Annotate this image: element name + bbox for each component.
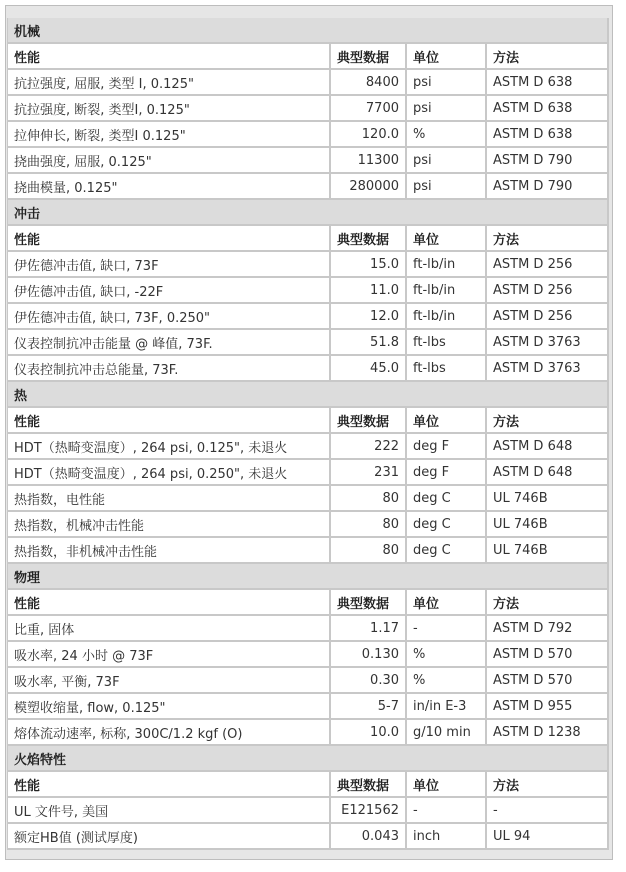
unit-cell: deg C — [407, 486, 487, 512]
table-row — [7, 252, 609, 278]
method-cell: ASTM D 638 — [487, 70, 609, 96]
table-row — [7, 174, 609, 200]
value-cell: 222 — [331, 434, 407, 460]
table-row — [7, 330, 609, 356]
property-cell: 热指数，电性能 — [7, 486, 331, 512]
method-cell: UL 746B — [487, 512, 609, 538]
property-cell: 吸水率, 24 小时 @ 73F — [7, 642, 331, 668]
header-typical-value: 典型数据 — [331, 772, 407, 798]
column-header-row — [7, 590, 609, 616]
value-cell: 80 — [331, 512, 407, 538]
value-cell: 0.130 — [331, 642, 407, 668]
table-row — [7, 538, 609, 564]
method-cell: ASTM D 790 — [487, 148, 609, 174]
unit-cell: deg C — [407, 512, 487, 538]
table-row — [7, 486, 609, 512]
table-row — [7, 278, 609, 304]
unit-cell: inch — [407, 824, 487, 850]
unit-cell: % — [407, 642, 487, 668]
method-cell: ASTM D 3763 — [487, 356, 609, 382]
method-cell: ASTM D 790 — [487, 174, 609, 200]
column-header-row — [7, 772, 609, 798]
header-method: 方法 — [487, 772, 609, 798]
unit-cell: % — [407, 668, 487, 694]
value-cell: 7700 — [331, 96, 407, 122]
value-cell: 10.0 — [331, 720, 407, 746]
table-row — [7, 70, 609, 96]
property-cell: HDT（热畸变温度）, 264 psi, 0.125", 未退火 — [7, 434, 331, 460]
method-cell: ASTM D 648 — [487, 434, 609, 460]
value-cell: E121562 — [331, 798, 407, 824]
section-header-row — [7, 564, 609, 590]
table-row — [7, 668, 609, 694]
method-cell: ASTM D 256 — [487, 278, 609, 304]
table-row — [7, 694, 609, 720]
method-cell: UL 746B — [487, 486, 609, 512]
method-cell: ASTM D 570 — [487, 668, 609, 694]
value-cell: 80 — [331, 538, 407, 564]
method-cell: UL 94 — [487, 824, 609, 850]
unit-cell: ft-lb/in — [407, 278, 487, 304]
method-cell: ASTM D 638 — [487, 122, 609, 148]
section-title: 机械 — [7, 18, 609, 44]
method-cell: ASTM D 648 — [487, 460, 609, 486]
value-cell: 5-7 — [331, 694, 407, 720]
unit-cell: % — [407, 122, 487, 148]
table-row — [7, 122, 609, 148]
method-cell: UL 746B — [487, 538, 609, 564]
value-cell: 45.0 — [331, 356, 407, 382]
unit-cell: - — [407, 798, 487, 824]
header-method: 方法 — [487, 44, 609, 70]
header-unit: 单位 — [407, 44, 487, 70]
unit-cell: deg C — [407, 538, 487, 564]
header-unit: 单位 — [407, 226, 487, 252]
table-row — [7, 356, 609, 382]
property-cell: 伊佐德冲击值, 缺口, 73F, 0.250" — [7, 304, 331, 330]
value-cell: 15.0 — [331, 252, 407, 278]
unit-cell: ft-lb/in — [407, 304, 487, 330]
property-cell: 仪表控制抗冲击总能量, 73F. — [7, 356, 331, 382]
section-title: 热 — [7, 382, 609, 408]
property-cell: 热指数，非机械冲击性能 — [7, 538, 331, 564]
header-method: 方法 — [487, 408, 609, 434]
header-typical-value: 典型数据 — [331, 226, 407, 252]
property-cell: UL 文件号, 美国 — [7, 798, 331, 824]
header-unit: 单位 — [407, 408, 487, 434]
header-property: 性能 — [7, 226, 331, 252]
unit-cell: psi — [407, 148, 487, 174]
value-cell: 0.043 — [331, 824, 407, 850]
unit-cell: ft-lbs — [407, 356, 487, 382]
table-row — [7, 642, 609, 668]
property-cell: 仪表控制抗冲击能量 @ 峰值, 73F. — [7, 330, 331, 356]
method-cell: ASTM D 256 — [487, 252, 609, 278]
table-row — [7, 304, 609, 330]
section-header-row — [7, 200, 609, 226]
value-cell: 231 — [331, 460, 407, 486]
header-typical-value: 典型数据 — [331, 590, 407, 616]
property-table — [7, 18, 609, 850]
property-cell: 模塑收缩量, flow, 0.125" — [7, 694, 331, 720]
property-cell: HDT（热畸变温度）, 264 psi, 0.250", 未退火 — [7, 460, 331, 486]
method-cell: ASTM D 1238 — [487, 720, 609, 746]
table-row — [7, 616, 609, 642]
value-cell: 0.30 — [331, 668, 407, 694]
column-header-row — [7, 226, 609, 252]
table-row — [7, 148, 609, 174]
value-cell: 280000 — [331, 174, 407, 200]
method-cell: ASTM D 3763 — [487, 330, 609, 356]
unit-cell: psi — [407, 70, 487, 96]
value-cell: 1.17 — [331, 616, 407, 642]
property-cell: 热指数，机械冲击性能 — [7, 512, 331, 538]
header-method: 方法 — [487, 590, 609, 616]
value-cell: 11300 — [331, 148, 407, 174]
header-property: 性能 — [7, 408, 331, 434]
unit-cell: psi — [407, 174, 487, 200]
unit-cell: ft-lbs — [407, 330, 487, 356]
value-cell: 8400 — [331, 70, 407, 96]
property-cell: 抗拉强度, 屈服, 类型 I, 0.125" — [7, 70, 331, 96]
method-cell: ASTM D 256 — [487, 304, 609, 330]
value-cell: 51.8 — [331, 330, 407, 356]
property-table-body — [7, 18, 609, 850]
header-property: 性能 — [7, 44, 331, 70]
value-cell: 12.0 — [331, 304, 407, 330]
header-typical-value: 典型数据 — [331, 44, 407, 70]
property-cell: 挠曲模量, 0.125" — [7, 174, 331, 200]
table-row — [7, 460, 609, 486]
unit-cell: deg F — [407, 434, 487, 460]
property-cell: 吸水率, 平衡, 73F — [7, 668, 331, 694]
section-title: 火焰特性 — [7, 746, 609, 772]
header-unit: 单位 — [407, 590, 487, 616]
header-unit: 单位 — [407, 772, 487, 798]
table-row — [7, 96, 609, 122]
value-cell: 120.0 — [331, 122, 407, 148]
property-cell: 伊佐德冲击值, 缺口, 73F — [7, 252, 331, 278]
column-header-row — [7, 408, 609, 434]
section-title: 物理 — [7, 564, 609, 590]
table-row — [7, 512, 609, 538]
property-cell: 比重, 固体 — [7, 616, 331, 642]
method-cell: ASTM D 792 — [487, 616, 609, 642]
section-header-row — [7, 746, 609, 772]
value-cell: 11.0 — [331, 278, 407, 304]
table-row — [7, 798, 609, 824]
table-row — [7, 434, 609, 460]
value-cell: 80 — [331, 486, 407, 512]
column-header-row — [7, 44, 609, 70]
unit-cell: in/in E-3 — [407, 694, 487, 720]
method-cell: ASTM D 955 — [487, 694, 609, 720]
header-property: 性能 — [7, 590, 331, 616]
unit-cell: - — [407, 616, 487, 642]
property-cell: 抗拉强度, 断裂, 类型I, 0.125" — [7, 96, 331, 122]
property-cell: 拉伸伸长, 断裂, 类型I 0.125" — [7, 122, 331, 148]
method-cell: - — [487, 798, 609, 824]
section-header-row — [7, 18, 609, 44]
unit-cell: g/10 min — [407, 720, 487, 746]
header-typical-value: 典型数据 — [331, 408, 407, 434]
unit-cell: ft-lb/in — [407, 252, 487, 278]
unit-cell: psi — [407, 96, 487, 122]
property-cell: 额定HB值 (测试厚度) — [7, 824, 331, 850]
property-cell: 伊佐德冲击值, 缺口, -22F — [7, 278, 331, 304]
section-header-row — [7, 382, 609, 408]
table-row — [7, 824, 609, 850]
property-cell: 挠曲强度, 屈服, 0.125" — [7, 148, 331, 174]
section-title: 冲击 — [7, 200, 609, 226]
property-cell: 熔体流动速率, 标称, 300C/1.2 kgf (O) — [7, 720, 331, 746]
method-cell: ASTM D 638 — [487, 96, 609, 122]
table-row — [7, 720, 609, 746]
unit-cell: deg F — [407, 460, 487, 486]
header-method: 方法 — [487, 226, 609, 252]
header-property: 性能 — [7, 772, 331, 798]
method-cell: ASTM D 570 — [487, 642, 609, 668]
